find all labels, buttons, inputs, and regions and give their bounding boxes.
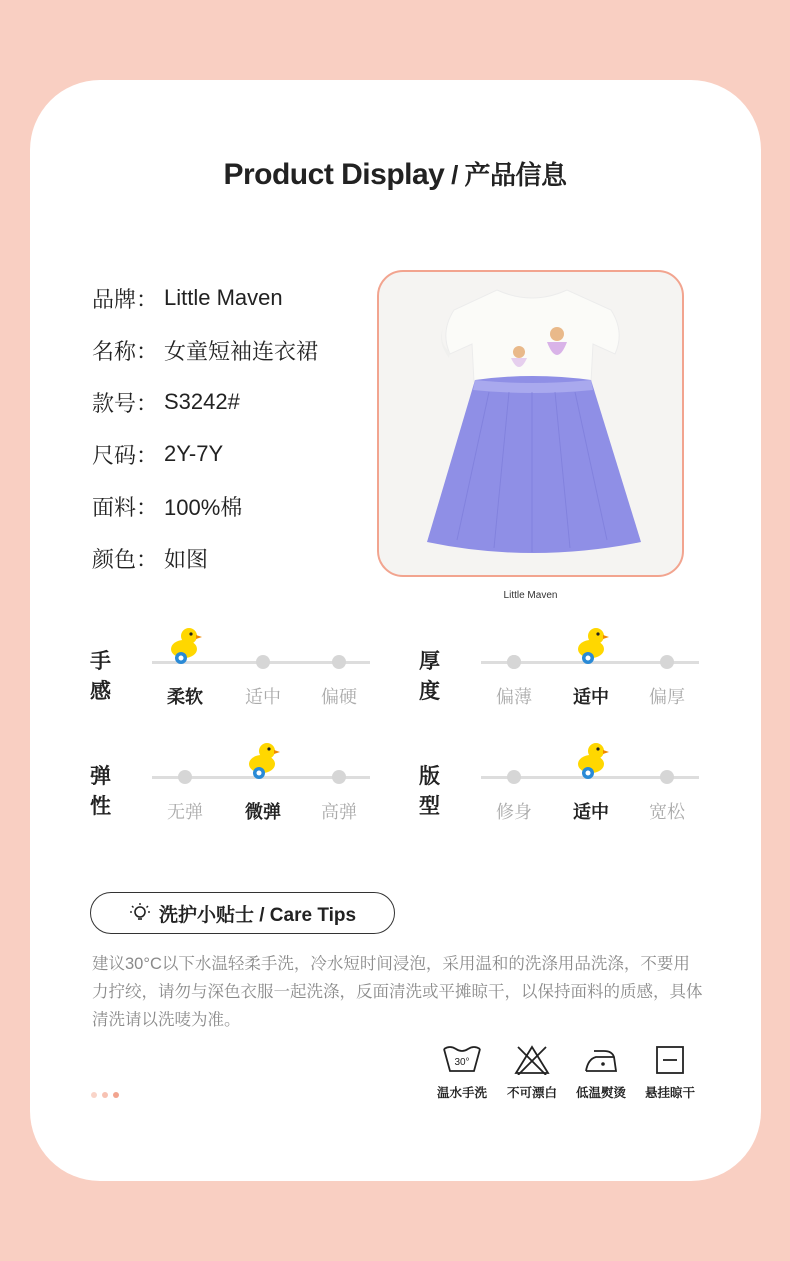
- care-instructions-text: 建议30°C以下水温轻柔手洗，冷水短时间浸泡，采用温和的洗涤用品洗涤，不要用力拧绞，请勿与深色衣服一起洗涤，反面清洗或平摊晾干，以保持面料的质感，具体清洗请以洗唛为准。: [92, 955, 703, 1029]
- duck-marker-icon: [168, 625, 202, 665]
- svg-text:30°: 30°: [454, 1057, 470, 1068]
- duck-marker-icon: [575, 625, 609, 665]
- lightbulb-icon: [129, 902, 151, 924]
- no-bleach-icon: 不可漂白: [502, 1045, 562, 1101]
- spec-row-name: 名称： 女童短袖连衣裙: [92, 338, 319, 364]
- spec-row-fabric: 面料： 100%棉: [92, 494, 243, 520]
- care-tips-pill: 洗护小贴士 / Care Tips: [90, 892, 395, 934]
- spec-row-color: 颜色： 如图: [92, 546, 209, 572]
- hand-wash-30-icon: 30° 温水手洗: [432, 1045, 492, 1101]
- low-iron-icon: 低温熨烫: [571, 1045, 631, 1101]
- duck-marker-icon: [575, 740, 609, 780]
- spec-row-brand: 品牌： Little Maven: [92, 285, 283, 312]
- page-title: Product Display / 产品信息: [223, 158, 567, 191]
- spec-row-style-no: 款号： S3242#: [92, 389, 240, 416]
- spec-row-size: 尺码： 2Y-7Y: [92, 441, 224, 468]
- spec-list: [92, 272, 318, 584]
- duck-marker-icon: [246, 740, 280, 780]
- dress-illustration: [379, 272, 684, 577]
- hang-dry-icon: 悬挂晾干: [640, 1045, 700, 1101]
- photo-caption: Little Maven: [503, 590, 558, 601]
- pagination-dots: [91, 1092, 119, 1098]
- product-photo: [377, 270, 684, 577]
